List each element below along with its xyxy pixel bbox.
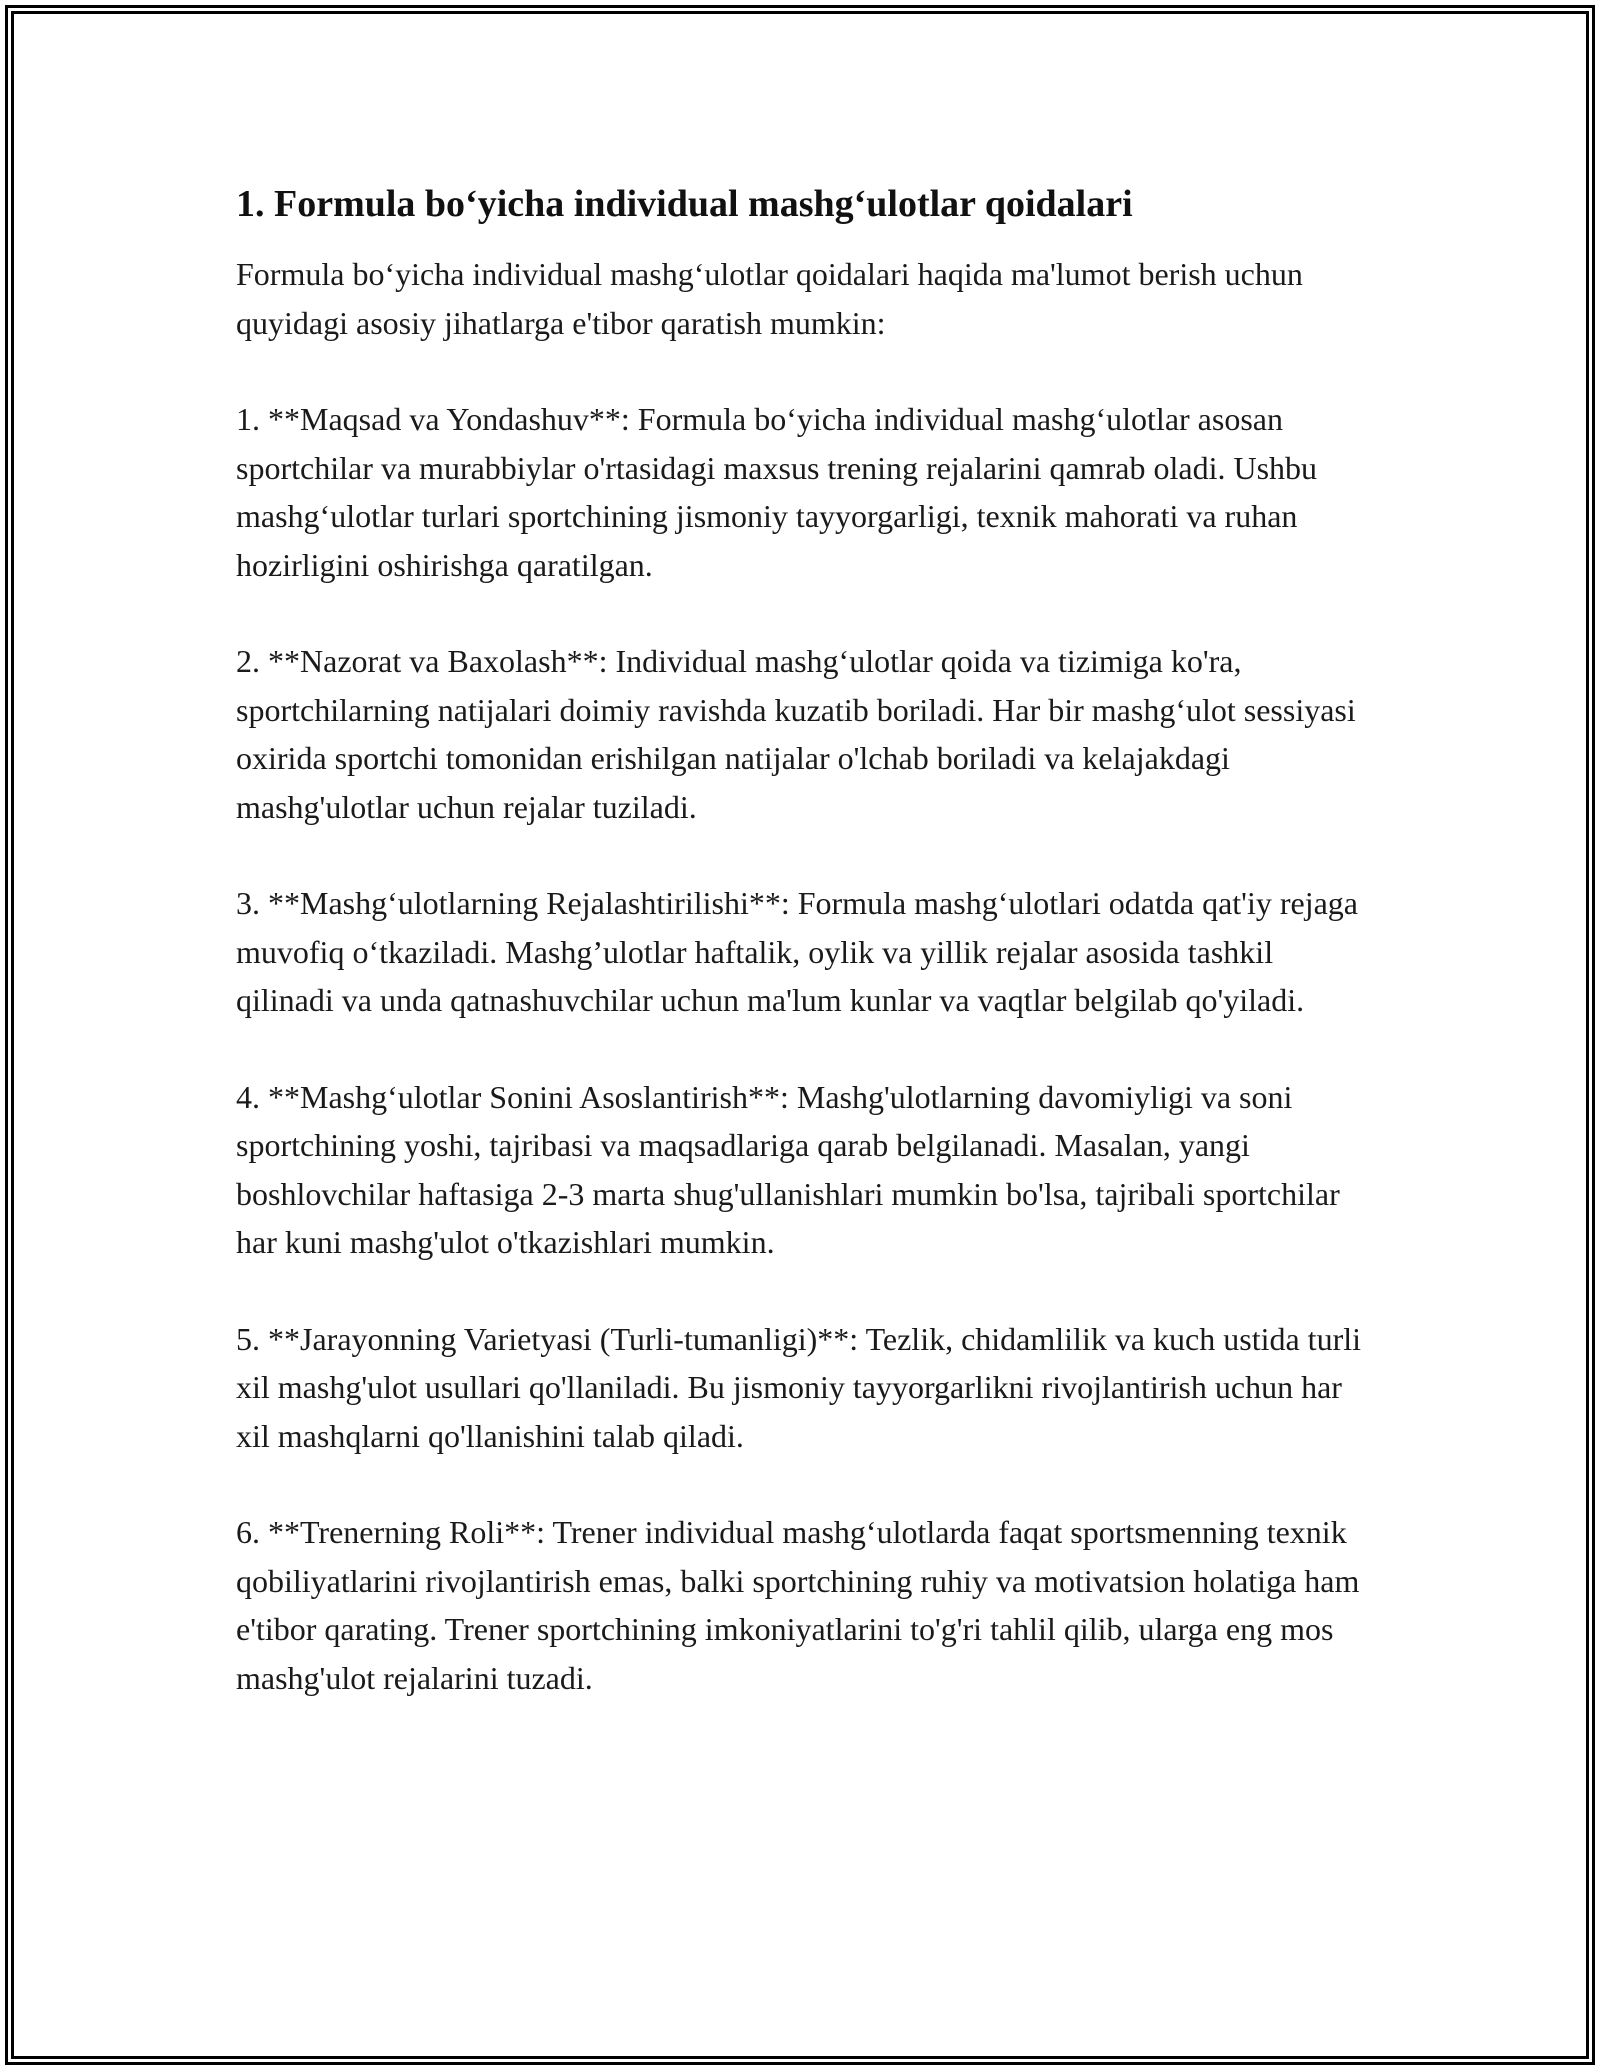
rule-paragraph-2: 2. **Nazorat va Baxolash**: Individual mashg‘ulotlar qoida va tizimiga ko'ra, sportchilarning natijalari doimiy ravishda kuzatib boriladi. Har bir mashg‘ulot sessiyasi oxirida sportchi tomonidan erishilgan natijalar o'lchab boriladi va kelajakdagi mashg'ulotlar uchun rejalar tuziladi. bbox=[236, 643, 1356, 825]
document-title: 1. Formula bo‘yicha individual mashg‘ulotlar qoidalari bbox=[236, 183, 1133, 225]
intro-paragraph: Formula bo‘yicha individual mashg‘ulotlar qoidalari haqida ma'lumot berish uchun quyidagi asosiy jihatlarga e'tibor qaratish mumkin: bbox=[236, 256, 1303, 341]
rule-paragraph-1: 1. **Maqsad va Yondashuv**: Formula bo‘yicha individual mashg‘ulotlar asosan sportchilar va murabbiylar o'rtasidagi maxsus trening rejalarini qamrab oladi. Ushbu mashg‘ulotlar turlari sportchining jismoniy tayyorgarligi, texnik mahorati va ruhan hozirligini oshirishga qaratilgan. bbox=[236, 401, 1318, 583]
document-body bbox=[236, 180, 1376, 1750]
rule-paragraph-6: 6. **Trenerning Roli**: Trener individual mashg‘ulotlarda faqat sportsmenning texnik qobiliyatlarini rivojlantirish emas, balki sportchining ruhiy va motivatsion holatiga ham e'tibor qarating. Trener sportchining imkoniyatlarini to'g'ri tahlil qilib, ularga eng mos mashg'ulot rejalarini tuzadi. bbox=[236, 1514, 1360, 1696]
rule-paragraph-4: 4. **Mashg‘ulotlar Sonini Asoslantirish**: Mashg'ulotlarning davomiyligi va soni sportchining yoshi, tajribasi va maqsadlariga qarab belgilanadi. Masalan, yangi boshlovchilar haftasiga 2-3 marta shug'ullanishlari mumkin bo'lsa, tajribali sportchilar har kuni mashg'ulot o'tkazishlari mumkin. bbox=[236, 1078, 1340, 1260]
rule-paragraph-5: 5. **Jarayonning Varietyasi (Turli-tumanligi)**: Tezlik, chidamlilik va kuch ustida turli xil mashg'ulot usullari qo'llaniladi. Bu jismoniy tayyorgarlikni rivojlantirish uchun har xil mashqlarni qo'llanishini talab qiladi. bbox=[236, 1320, 1361, 1454]
rule-paragraph-3: 3. **Mashg‘ulotlarning Rejalashtirilishi**: Formula mashg‘ulotlari odatda qat'iy rejaga muvofiq o‘tkaziladi. Mashg’ulotlar haftalik, oylik va yillik rejalar asosida tashkil qilinadi va unda qatnashuvchilar uchun ma'lum kunlar va vaqtlar belgilab qo'yiladi. bbox=[236, 885, 1358, 1018]
